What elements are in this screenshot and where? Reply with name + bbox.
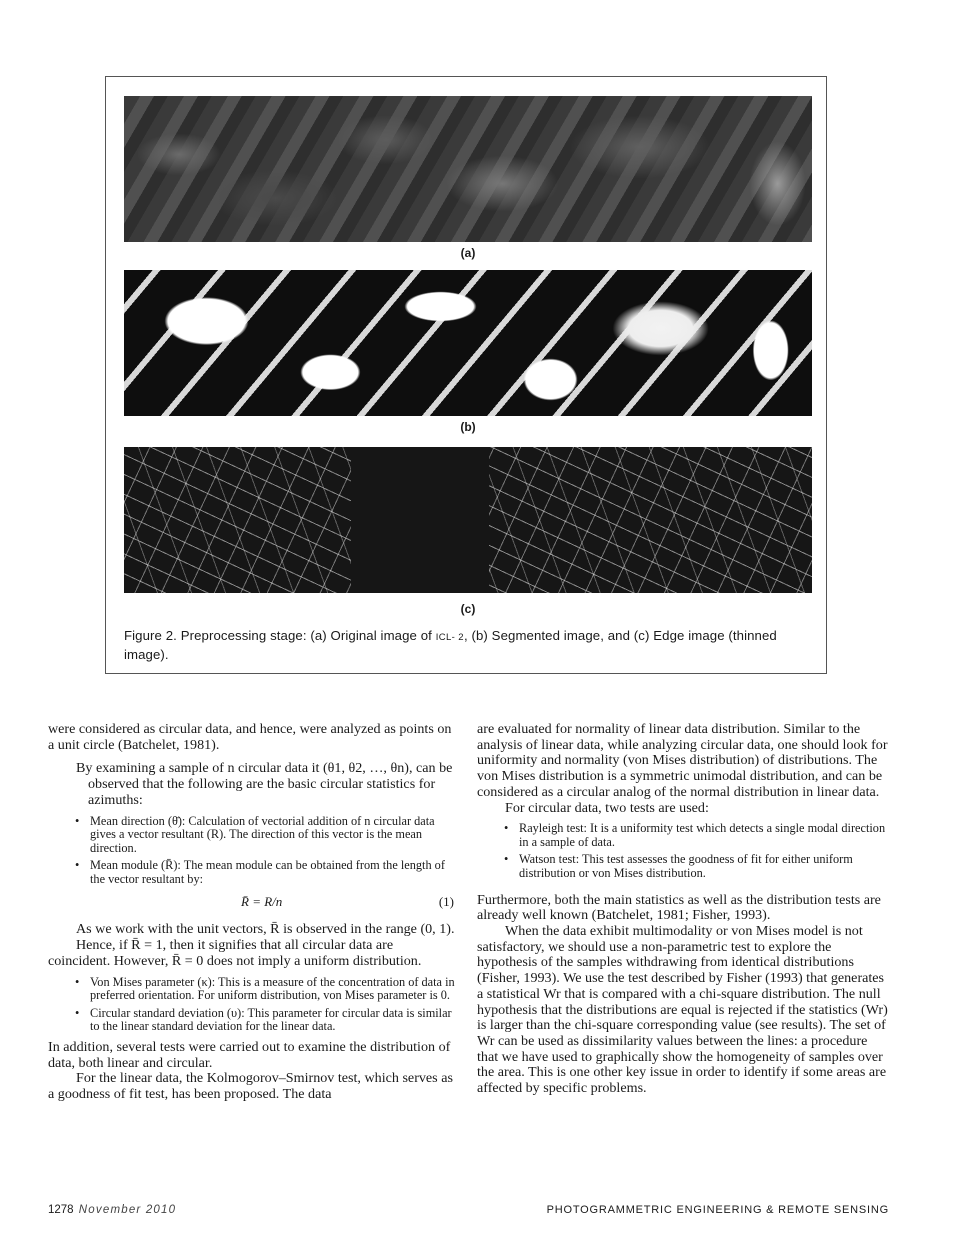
paragraph: As we work with the unit vectors, R̄ is observed in the range (0, 1). bbox=[76, 921, 455, 938]
paragraph: For circular data, two tests are used: bbox=[505, 799, 709, 816]
footer-left bbox=[48, 1204, 176, 1216]
figure-caption bbox=[124, 627, 814, 663]
journal-name: PHOTOGRAMMETRIC ENGINEERING & REMOTE SENSING bbox=[546, 1204, 889, 1216]
paragraph: Hence, if R̄ = 1, then it signifies that all circular data are coincident. However, R̄ = 0 does not imply a uniform distribution. bbox=[48, 937, 422, 969]
paragraph: were considered as circular data, and hence, were analyzed as points on a unit circle (Batchelet, 1981). bbox=[48, 721, 452, 753]
equation-number: (1) bbox=[438, 894, 454, 910]
figure-label-a: (a) bbox=[460, 246, 476, 260]
figure-label-c: (c) bbox=[460, 602, 476, 616]
paragraph: Furthermore, both the main statistics as well as the distribution tests are already well known (Batchelet, 1981; Fisher, 1993). bbox=[477, 891, 881, 924]
list-item: • Mean direction (θ̄): Calculation of vectorial addition of n circular data gives a vector resultant (R). The direction of this vector is the mean direction. bbox=[75, 813, 435, 855]
bullet-list bbox=[477, 822, 891, 880]
caption-image-name: ICL- 2 bbox=[435, 632, 464, 643]
caption-text-start: Figure 2. Preprocessing stage: (a) Original image of bbox=[124, 628, 436, 643]
paragraph: are evaluated for normality of linear data distribution. Similar to the analysis of linear data, while analyzing circular data, one should look for uniformity and normality (von Mises distribution) of distributions. The von Mises distribution is a symmetric unimodal distribution, and can be considered as a circular analog of the normal distribution in linear data. bbox=[477, 721, 888, 800]
list-item: • Watson test: This test assesses the goodness of fit for either uniform distribution or von Mises distribution. bbox=[504, 852, 853, 880]
paragraph: When the data exhibit multimodality or von Mises model is not satisfactory, we should use a non-parametric test to explore the hypothesis of the samples withdrawing from identical distributions (Fisher, 1993). We use the test described by Fisher (1993) that generates a statistical Wr that is compared with a chi-square distribution. The null hypothesis that the distributions are equal is rejected if the statistics (Wr) is larger than the chi-square corresponding value (see results). The set of Wr can be used as dissimilarity values between the lines: a procedure that we have used to graphically show the homogeneity of samples over the area. This is one other key issue in order to identify if some areas are affected by specific problems. bbox=[477, 923, 888, 1097]
issue-date: November 2010 bbox=[78, 1204, 177, 1216]
equation: R̄ = R/n bbox=[241, 894, 283, 910]
list-item: • Circular standard deviation (υ): This parameter for circular data is similar to the linear standard deviation for the linear data. bbox=[75, 1005, 452, 1034]
page-number: 1278 bbox=[48, 1204, 74, 1216]
caption-text-end: , (b) Segmented image, and (c) Edge image (thinned image). bbox=[124, 628, 777, 662]
list-item: • Mean module (R̄): The mean module can be obtained from the length of the vector resultant by: bbox=[75, 858, 445, 886]
figure-image-edge bbox=[124, 447, 812, 593]
figure-image-original bbox=[124, 96, 812, 242]
right-column bbox=[477, 722, 891, 1097]
list-item: • Rayleigh test: It is a uniformity test which detects a single modal direction in a sample of data. bbox=[504, 821, 886, 849]
paragraph: By examining a sample of n circular data it (θ1, θ2, …, θn), can be observed that the following are the basic circular statistics for azimuths: bbox=[76, 760, 453, 808]
figure-image-segmented bbox=[124, 270, 812, 416]
figure-label-b: (b) bbox=[460, 420, 476, 434]
left-column bbox=[48, 722, 456, 1103]
bullet-list bbox=[48, 815, 456, 887]
paragraph: For the linear data, the Kolmogorov–Smirnov test, which serves as a goodness of fit test, has been proposed. The data bbox=[48, 1070, 453, 1103]
bullet-list bbox=[48, 976, 456, 1034]
paragraph: In addition, several tests were carried out to examine the distribution of data, both linear and circular. bbox=[48, 1038, 451, 1071]
list-item: • Von Mises parameter (κ): This is a measure of the concentration of data in preferred orientation. For uniform distribution, von Mises parameter is 0. bbox=[75, 974, 455, 1003]
equation-row bbox=[48, 894, 456, 916]
